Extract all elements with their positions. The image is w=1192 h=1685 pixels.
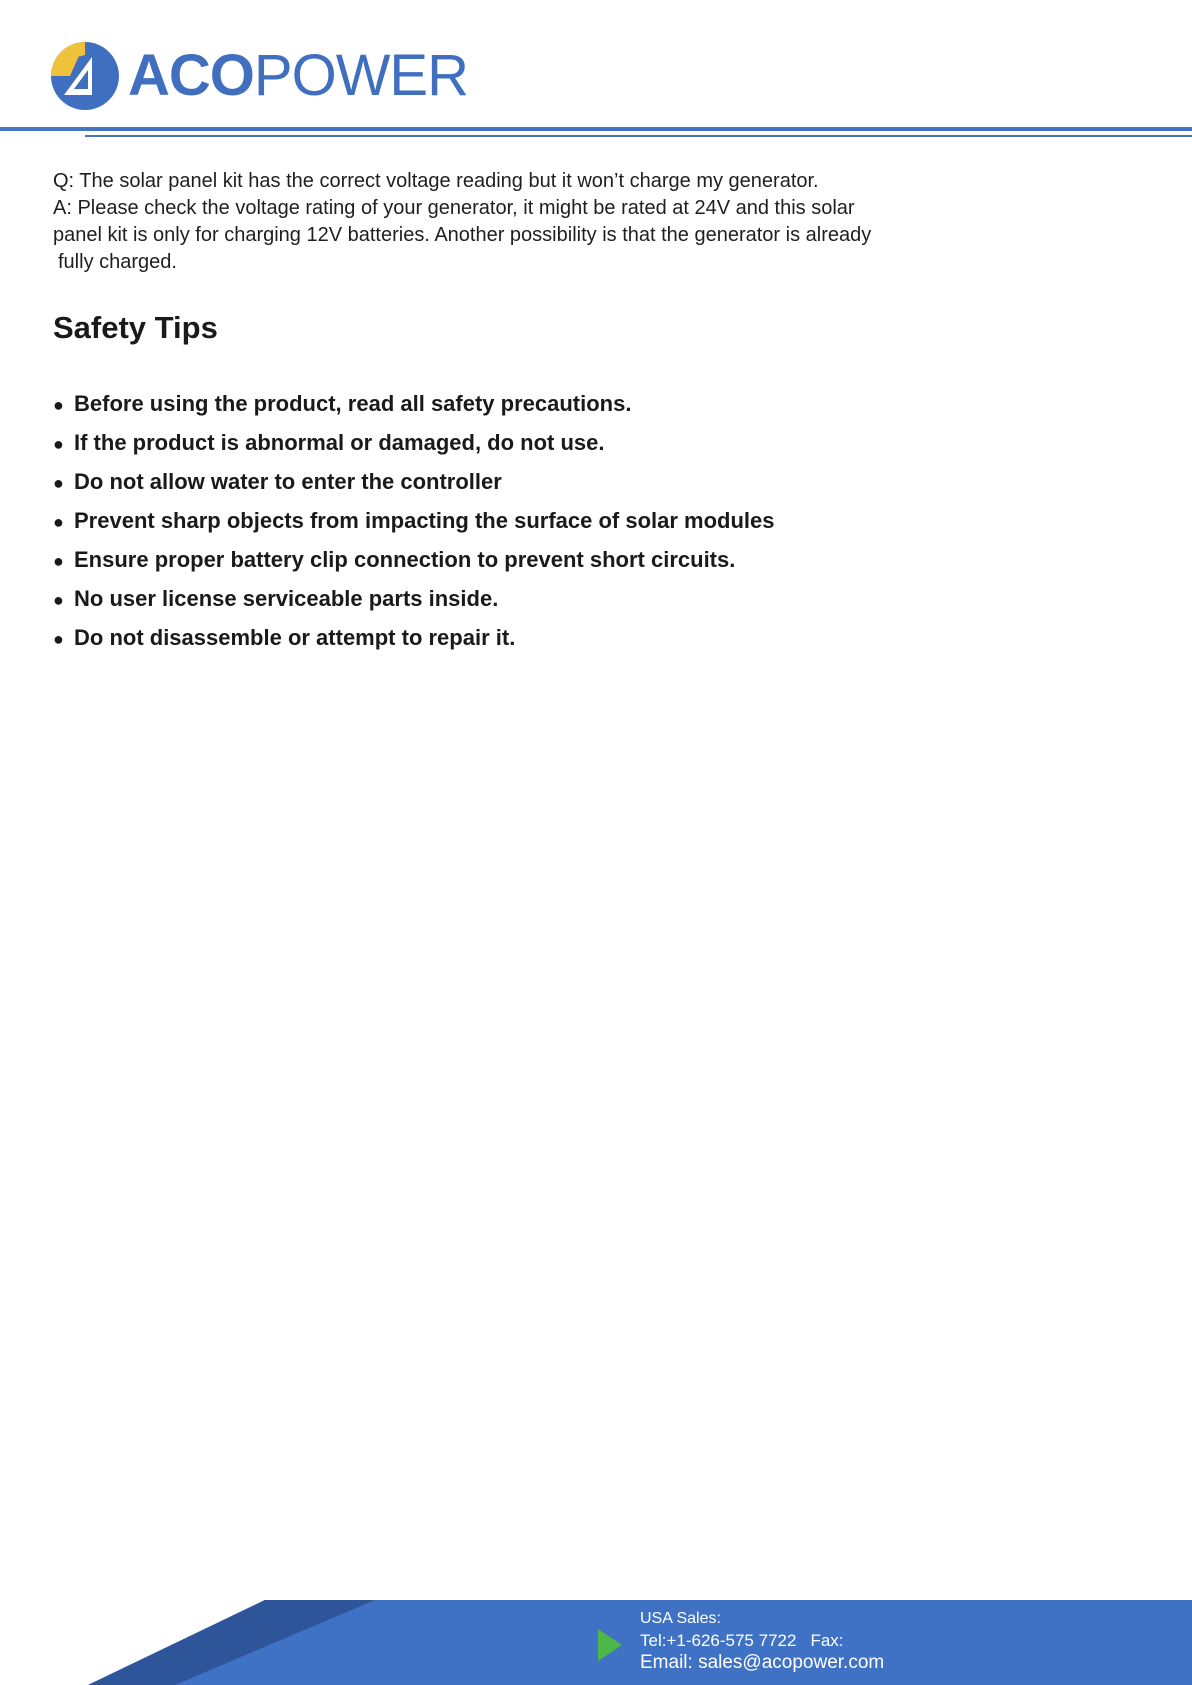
list-item <box>53 541 775 580</box>
safety-tip-text: Prevent sharp objects from impacting the surface of solar modules <box>74 508 775 533</box>
phone-number: Tel:+1-626-575 7722 <box>640 1631 797 1650</box>
bullet-icon: ● <box>53 434 64 454</box>
faq-answer-line-1: A: Please check the voltage rating of your generator, it might be rated at 24V and this solar <box>53 197 855 219</box>
list-item <box>53 463 775 502</box>
faq-block <box>53 168 973 276</box>
faq-answer-line-3: fully charged. <box>58 251 177 273</box>
list-item <box>53 502 775 541</box>
list-item <box>53 385 775 424</box>
faq-answer-line-2: panel kit is only for charging 12V batteries. Another possibility is that the generator is already <box>53 224 872 246</box>
safety-tip-text: Before using the product, read all safety precautions. <box>74 391 632 416</box>
list-item <box>53 619 775 658</box>
footer-band <box>0 1600 1192 1685</box>
safety-tips-heading: Safety Tips <box>53 310 218 345</box>
bullet-icon: ● <box>53 551 64 571</box>
bullet-icon: ● <box>53 473 64 493</box>
safety-tip-text: Ensure proper battery clip connection to prevent short circuits. <box>74 547 736 572</box>
bullet-icon: ● <box>53 395 64 415</box>
email-address[interactable]: Email: sales@acopower.com <box>640 1652 885 1673</box>
brand-name-aco: ACO <box>128 43 254 108</box>
sales-label: USA Sales: <box>640 1610 721 1627</box>
header-divider <box>0 127 1192 131</box>
header-divider-thin <box>85 135 1192 137</box>
bullet-icon: ● <box>53 629 64 649</box>
faq-question: Q: The solar panel kit has the correct voltage reading but it won’t charge my generator. <box>53 170 819 192</box>
list-item <box>53 580 775 619</box>
brand-name-power: POWER <box>253 43 469 108</box>
list-item <box>53 424 775 463</box>
safety-tip-text: Do not allow water to enter the controller <box>74 469 502 494</box>
brand-logo <box>50 40 468 112</box>
bullet-icon: ● <box>53 590 64 610</box>
safety-tip-text: Do not disassemble or attempt to repair it. <box>74 625 516 650</box>
safety-tips-list <box>53 385 775 658</box>
play-arrow-icon <box>598 1629 622 1661</box>
acopower-logo-icon <box>50 41 120 111</box>
contact-phone-fax <box>640 1630 884 1652</box>
fax-label: Fax: <box>810 1631 844 1650</box>
safety-tip-text: If the product is abnormal or damaged, do not use. <box>74 430 605 455</box>
safety-tip-text: No user license serviceable parts inside. <box>74 586 499 611</box>
brand-wordmark <box>128 41 468 111</box>
bullet-icon: ● <box>53 512 64 532</box>
footer-contact <box>640 1608 884 1674</box>
